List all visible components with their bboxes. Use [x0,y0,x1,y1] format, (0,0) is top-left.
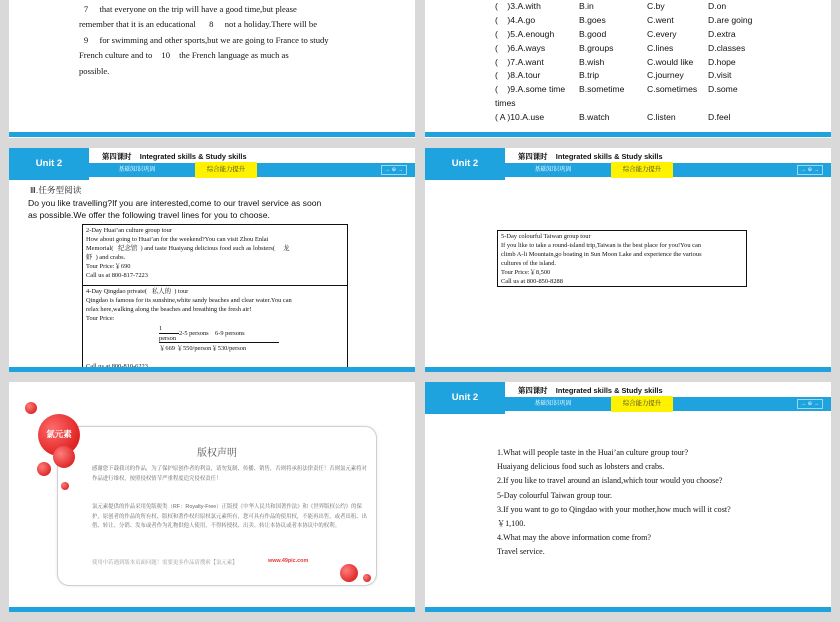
option-d: D.feel [708,112,731,123]
tour-title: 4-Day Qingdao private( 私人的 ) tour [86,288,189,295]
passage-line: remember that it is an educational [79,19,196,30]
tour-desc: 虾 ) and crabs. [86,254,126,261]
decor-dot-icon [53,446,75,468]
option-c: C.would like [647,56,694,67]
option-a: ( )5.A.enough [495,28,555,39]
website-link[interactable]: www.49pic.com [268,558,309,564]
tab-basic-knowledge[interactable]: 基础知识巩固 [534,166,572,173]
option-row [495,70,768,84]
lesson-title: 第四课时 Integrated skills & Study skills [518,152,663,161]
lesson-title: 第四课时 Integrated skills & Study skills [102,152,247,161]
tour-box-qingdao [82,285,348,372]
option-d: D.on [708,1,727,11]
tab-basic-knowledge[interactable]: 基础知识巩固 [118,166,156,173]
intro-text: Do you like travelling?If you are interested,come to our travel service as soon as possible.We offer the following travel lines for you to choose. [28,198,322,220]
tour-desc: How about going to Huai’an for the weekend?You can visit Zhou Enlai [86,236,269,243]
passage-text [79,2,379,79]
option-row-cont [495,98,768,112]
copyright-paragraph: 感谢您下载我司的作品，为了保护原创作者的利益，请勿复制、传播、销售，否则将承担法律责任！否则氯元素将对作品进行维权，按照侵权情节严重程度追究侵权责任！ [92,466,367,482]
option-row [495,29,768,43]
question: 1.What will people taste in the Huai’an culture group tour? [497,448,689,457]
option-c: C.by [647,1,665,11]
option-b: B.in [579,1,594,11]
slide-header [9,148,415,180]
option-a: ( )4.A.go [495,14,536,25]
nav-button[interactable]: → ⊕ → [797,165,823,175]
bottom-bar [9,607,415,612]
passage-line: the French language as much as [179,50,289,61]
option-c: C.went [647,14,674,25]
option-c: C.lines [647,42,674,53]
option-row [495,112,768,126]
option-a: ( )8.A.tour [495,70,541,81]
option-c: C.journey [647,70,684,81]
decor-dot-icon [37,462,51,476]
copyright-footer: 使用中若遇到版本页面问题！需要更多作品请搜索【氯元素】 [92,560,238,566]
price-columns: 2-5 persons 6-9 persons [179,330,245,337]
tour-price: Tour Price:￥690 [86,263,131,270]
option-a: ( )7.A.want [495,56,544,67]
passage-line: for swimming and other sports,but we are going to France to study [99,34,329,45]
option-c: C.every [647,28,677,39]
slide-task-reading [9,148,415,372]
option-row [495,84,768,98]
tour-price-label: Tour Price: [86,315,115,322]
option-a: ( )3.A.with [495,1,541,11]
blank-8: 8 [209,19,214,30]
tour-desc: Memorial( 纪念馆 ) and taste Huaiyang delicious food such as lobsters( 龙 [86,245,290,252]
bottom-bar [425,367,831,372]
option-b: B.goes [579,14,606,25]
passage-line: that everyone on the trip will have a good time,but please [99,4,297,14]
decor-dot-icon [363,574,371,582]
unit-label: Unit 2 [425,148,505,180]
option-row [495,43,768,57]
copyright-paragraph: 氯元素提供的作品采用免版税类（RF：Royalty-Free）正版授《中华人民共和国著作法》和《世界版权公约》的保护，原创者的作品的所有权、版权和著作权归原权氯元素所有，您可具有作品的使用权，不能再出售，或者出租、出借、转让、分销、发布或者作为礼物供他人使用，不得转授权、出卖、转让本协议或者本协议中的权利。 [92,504,367,530]
tour-desc: cultures of the island. [501,260,557,267]
option-d: D.classes [708,42,746,53]
question: 2.If you like to travel around an island,which tour would you choose? [497,476,723,486]
slide-passage [9,0,415,138]
option-d: D.extra [708,28,736,39]
passage-line: possible. [79,65,110,76]
option-b: B.wish [579,56,605,67]
option-a: ( )6.A.ways [495,42,546,53]
tour-price: Tour Price:￥8,500 [501,269,551,276]
option-row [495,1,768,15]
tour-desc: relax here,walking along the beaches and breathing the fresh air! [86,306,252,313]
question: 3.If you want to go to Qingdao with your mother,how much will it cost? [497,504,731,514]
slide-answers [425,382,831,612]
answer: 5-Day colourful Taiwan group tour. [497,490,613,500]
slide-header [425,148,831,180]
questions-answers [497,446,757,560]
tour-box-taiwan [497,230,747,287]
tour-title: 5-Day colourful Taiwan group tour [501,233,591,240]
option-b: B.groups [579,42,614,53]
question: 4.What may the above information come from? [497,533,651,543]
nav-button[interactable]: → ⊕ → [381,165,407,175]
answer: Travel service. [497,547,545,557]
option-a-cont: times [495,98,516,109]
option-row [495,15,768,29]
section-title: Ⅲ.任务型阅读 [30,185,82,195]
tab-basic-knowledge[interactable]: 基础知识巩固 [534,400,572,407]
tour-desc: climb A-li Mountain,go boating in Sun Moon Lake and experience the various [501,251,702,258]
blank-10: 10 [161,50,171,61]
blank-9: 9 [83,34,89,45]
option-b: B.trip [579,70,600,81]
tour-phone: Call us at 800-817-7223 [86,272,148,279]
decor-dot-icon [340,564,358,582]
option-c: C.sometimes [647,84,698,95]
option-b: B.good [579,28,607,39]
slide-taiwan-tour [425,148,831,372]
option-d: D.hope [708,56,736,67]
option-d: D.some [708,84,738,95]
nav-button[interactable]: → ⊕ → [797,399,823,409]
unit-label: Unit 2 [425,382,505,414]
passage-line: French culture and to [79,50,153,61]
blank-7: 7 [83,4,89,14]
copyright-card [57,426,377,586]
fraction-denominator: person [159,333,179,343]
decor-dot-icon [61,482,69,490]
slide-copyright [9,382,415,612]
option-a: ( )9.A.some time [495,84,566,95]
tab-comprehensive-ability[interactable]: 综合能力提升 [611,396,673,412]
decor-dot-icon [25,402,37,414]
option-b: B.watch [579,112,610,123]
bottom-bar [9,367,415,372]
slide-header [425,382,831,414]
passage-line: not a holiday.There will be [224,19,318,30]
answer: ￥1,100. [497,519,526,529]
option-b: B.sometime [579,84,625,95]
bottom-bar [425,607,831,612]
tab-comprehensive-ability[interactable]: 综合能力提升 [195,162,257,178]
price-values: ￥669 ￥550/person￥530/person [159,342,279,353]
unit-label: Unit 2 [9,148,89,180]
lesson-title: 第四课时 Integrated skills & Study skills [518,386,663,395]
copyright-title: 版权声明 [197,448,237,459]
tour-title: 2-Day Huai’an culture group tour [86,227,172,234]
fraction-numerator: 1 [159,325,163,332]
brand-logo: 氯元素 [38,414,80,456]
tour-desc: If you like to take a round-island trip,Taiwan is the best place for you!You can [501,242,701,249]
answer: Huaiyang delicious food such as lobsters and crabs. [497,462,665,472]
option-a: ( A )10.A.use [495,112,545,123]
option-d: D.are going [708,14,753,25]
bottom-bar [425,132,831,137]
option-d: D.visit [708,70,732,81]
tour-phone: Call us at 800-850-8288 [501,278,563,285]
bottom-bar [9,132,415,137]
tab-comprehensive-ability[interactable]: 综合能力提升 [611,162,673,178]
option-row [495,57,768,71]
tour-desc: Qingdao is famous for its sunshine,white sandy beaches and clear water.You can [86,297,292,304]
slide-options [425,0,831,138]
option-c: C.listen [647,112,676,123]
options-table [495,1,768,126]
tour-box-huaian [82,224,348,286]
